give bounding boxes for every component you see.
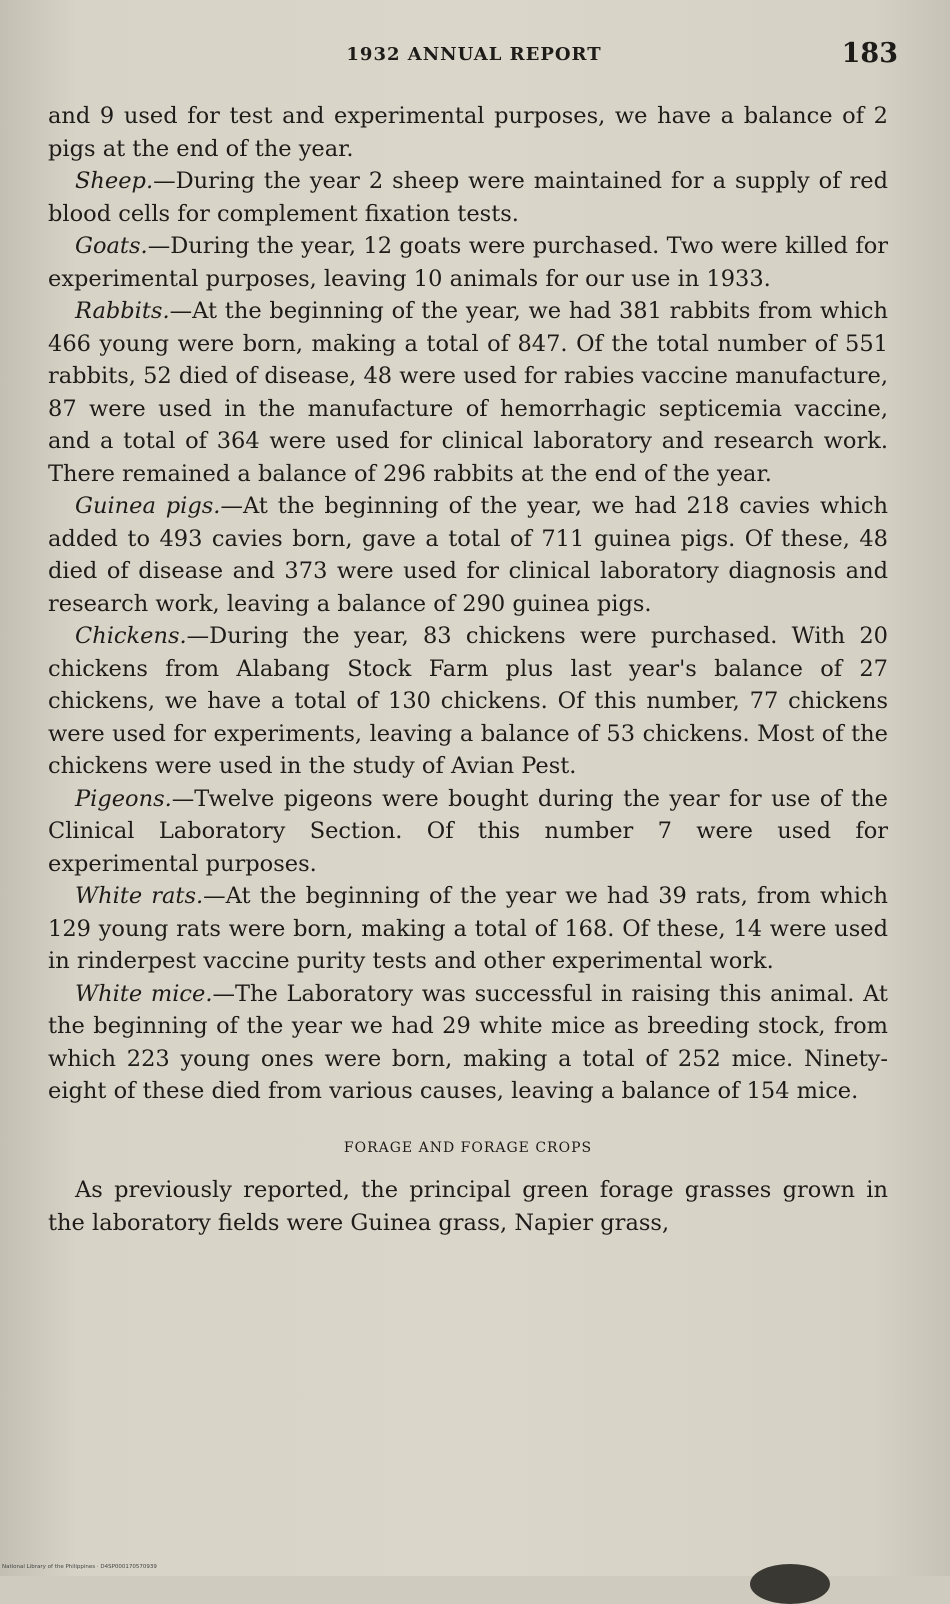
paragraph-guinea-pigs	[48, 490, 888, 620]
paragraph-title: Chickens.	[75, 623, 187, 649]
body-text	[48, 100, 888, 1239]
paragraph-body: —During the year, 12 goats were purchased. Two were killed for experimental purposes, leaving 10 animals for our use in 1933.	[48, 233, 888, 292]
scan-shadow	[750, 1564, 830, 1604]
page-number: 183	[841, 38, 898, 69]
paragraph-body: —At the beginning of the year we had 39 rats, from which 129 young rats were born, making a total of 168. Of these, 14 were used in rinderpest vaccine purity tests and other experimental work.	[48, 883, 889, 974]
paragraph-title: White rats.	[75, 883, 204, 909]
scan-caption: National Library of the Philippines · D4SP000170570939	[2, 1564, 157, 1570]
paragraph-sheep	[48, 165, 888, 230]
running-head: 1932 ANNUAL REPORT	[346, 44, 602, 65]
paragraph-goats	[48, 230, 888, 295]
paragraph-title: Guinea pigs.	[75, 493, 221, 519]
paragraph-forage: As previously reported, the principal green forage grasses grown in the laboratory fields were Guinea grass, Napier grass,	[48, 1177, 888, 1236]
paragraph-white-rats	[48, 880, 888, 978]
page-header	[50, 38, 898, 82]
paragraph-body: —At the beginning of the year, we had 218 cavies which added to 493 cavies born, gave a total of 711 guinea pigs. Of these, 48 died of disease and 373 were used for clinical laboratory diagnosis and research work, leaving a balance of 290 guinea pigs.	[48, 493, 889, 617]
paragraph-white-mice	[48, 978, 888, 1108]
paragraph-pigs-continued: and 9 used for test and experimental purposes, we have a balance of 2 pigs at the end of the year.	[48, 103, 888, 162]
paragraph-body: —At the beginning of the year, we had 381 rabbits from which 466 young were born, making a total of 847. Of the total number of 551 rabbits, 52 died of disease, 48 were used for rabies vaccine manufacture, 87 were used in the manufacture of hemorrhagic septicemia vaccine, and a total of 364 were used for clinical laboratory and research work. There remained a balance of 296 rabbits at the end of the year.	[48, 298, 888, 487]
section-heading-forage: FORAGE AND FORAGE CROPS	[343, 1139, 593, 1156]
paragraph-pigeons	[48, 783, 888, 881]
paragraph-title: Goats.	[75, 233, 148, 259]
paragraph-body: —Twelve pigeons were bought during the year for use of the Clinical Laboratory Section. Of this number 7 were used for experimental purposes.	[48, 785, 888, 877]
paragraph-body: —The Laboratory was successful in raising this animal. At the beginning of the year we had 29 white mice as breeding stock, from which 223 young ones were born, making a total of 252 mice. Ninety-eight of these died from various causes, leaving a balance of 154 mice.	[48, 980, 888, 1104]
paragraph-body: —During the year, 83 chickens were purchased. With 20 chickens from Alabang Stock Farm plus last year's balance of 27 chickens, we have a total of 130 chickens. Of this number, 77 chickens were used for experiments, leaving a balance of 53 chickens. Most of the chickens were used in the study of Avian Pest.	[48, 623, 888, 779]
paragraph-title: Sheep.	[75, 168, 154, 194]
paragraph-rabbits	[48, 295, 888, 490]
paragraph-title: Pigeons.	[75, 785, 172, 812]
paragraph-body: —During the year 2 sheep were maintained for a supply of red blood cells for complement fixation tests.	[48, 168, 888, 227]
paragraph-chickens	[48, 620, 888, 783]
paragraph-title: Rabbits.	[75, 298, 170, 324]
paragraph-title: White mice.	[75, 980, 213, 1007]
